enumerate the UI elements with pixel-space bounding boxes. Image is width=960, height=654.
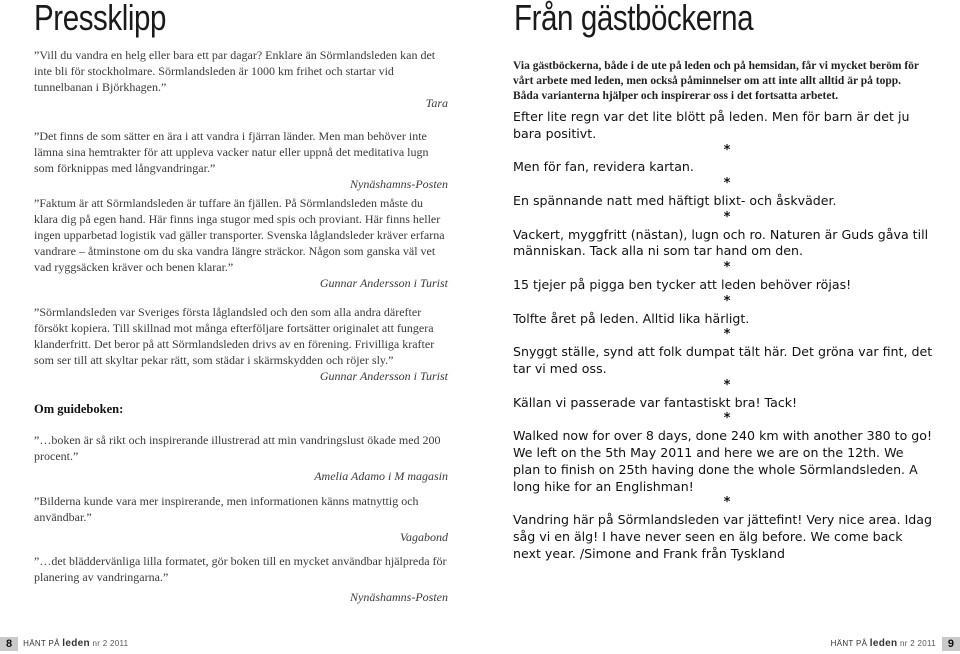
- quote-source: Gunnar Andersson i Turist: [319, 276, 448, 290]
- left-footer: [0, 638, 128, 650]
- magazine-name: [831, 638, 936, 650]
- page-number: 9: [942, 637, 960, 651]
- guestbook-entry: Tolfte året på leden. Alltid lika härligt.: [513, 310, 750, 326]
- entry-separator: *: [723, 209, 731, 225]
- magazine-title: leden: [869, 638, 898, 649]
- press-quote: ”Det finns de som sätter en ära i att vandra i fjärran länder. Men man behöver inte lämna sina hemtrakter för att uppleva vacker natur eller uppnå det meditativa lugn som förknippas med långvandringar.”: [34, 129, 429, 175]
- quote-source: Nynäshamns-Posten: [350, 177, 448, 191]
- issue-number: nr 2 2011: [92, 639, 129, 648]
- quote-source: Tara: [425, 96, 448, 110]
- guestbook-entry: Walked now for over 8 days, done 240 km with another 380 to go! We left on the 5th May 2011 and here we are on the 12th. We plan to finish on 25th having done the whole Sörmlandsleden. A long hike for an Englishman!: [513, 428, 933, 494]
- guestbook-intro: Via gästböckerna, både i de ute på leden och på hemsidan, får vi mycket beröm för vårt arbete med leden, men också påminnelser om att inte allt alltid är på topp. Båda varianterna hjälper och inspirerar oss i det fortsatta arbetet.: [513, 59, 919, 102]
- quote-source: Vagabond: [400, 530, 448, 544]
- press-quote-block-2: [34, 128, 448, 192]
- right-footer: [831, 638, 960, 650]
- magazine-prefix: HÄNT PÅ: [830, 639, 868, 648]
- guestbook-entry: En spännande natt med häftigt blixt- och åskväder.: [513, 192, 837, 208]
- quote-source: Amelia Adamo i M magasin: [314, 469, 448, 483]
- press-quote: ”Vill du vandra en helg eller bara ett par dagar? Enklare än Sörmlandsleden kan det inte bli för stockholmare. Sörmlandsleden är 1000 km frihet och startar vid tunnelbanan i Björkhagen.”: [34, 48, 436, 94]
- entry-separator: *: [723, 495, 731, 511]
- guestbook-entry: Efter lite regn var det lite blött på leden. Men för barn är det ju bara positivt.: [513, 109, 910, 141]
- guestbook-entries: [513, 109, 933, 563]
- press-quote: ”Sörmlandsleden var Sveriges första låglandsled och den som alla andra därefter försökt kopiera. Till skillnad mot många efterföljare fortsätter originalet att fungera klanderfritt. Det beror på att Sörmlandsleden drivs av en förening. Frivilliga krafter som ser till att skyltar pekar rätt, som städar i skärmskydden och röjer sly.”: [34, 305, 435, 367]
- entry-separator: *: [723, 411, 731, 427]
- guide-quote-block-1: [34, 432, 448, 484]
- press-quote-block-4: [34, 304, 448, 384]
- guide-quote: ”Bilderna kunde vara mer inspirerande, men informationen känns matnyttig och användbar.”: [34, 494, 419, 524]
- magazine-title: leden: [62, 638, 90, 649]
- issue-number: nr 2 2011: [899, 639, 936, 648]
- entry-separator: *: [723, 176, 731, 192]
- entry-separator: *: [723, 377, 731, 393]
- guide-quote: ”…boken är så rikt och inspirerande illustrerad att min vandringslust ökade med 200 procent.”: [34, 433, 441, 463]
- guide-quote-block-2: [34, 493, 448, 545]
- entry-separator: *: [723, 327, 731, 343]
- guidebook-heading: Om guideboken:: [34, 402, 124, 416]
- magazine-name: [23, 638, 128, 650]
- guestbook-entry: Men för fan, revidera kartan.: [513, 159, 694, 175]
- guestbook-entry: Vackert, myggfritt (nästan), lugn och ro. Naturen är Guds gåva till människan. Tack alla ni som tar hand om den.: [513, 226, 929, 259]
- guestbook-entry: 15 tjejer på pigga ben tycker att leden behöver röjas!: [513, 276, 852, 292]
- guestbook-heading: Från gästböckerna: [514, 0, 754, 38]
- guidebook-section-heading: [34, 401, 448, 417]
- guestbook-entry: Vandring här på Sörmlandsleden var jättefint! Very nice area. Idag såg vi en älg! I have never seen en älg before. We come back next year. /Simone and Frank från Tyskland: [513, 512, 933, 561]
- press-quote-block-1: [34, 47, 448, 111]
- guide-quote: ”…det bläddervänliga lilla formatet, gör boken till en mycket användbar hjälpreda för planering av vandringarna.”: [34, 554, 447, 584]
- entry-separator: *: [723, 293, 731, 309]
- entry-separator: *: [723, 260, 731, 276]
- guide-quote-block-3: [34, 553, 448, 605]
- magazine-prefix: HÄNT PÅ: [23, 639, 60, 648]
- guestbook-entry: Snyggt ställe, synd att folk dumpat tält här. Det gröna var fint, det tar vi med oss.: [513, 344, 933, 376]
- quote-source: Gunnar Andersson i Turist: [319, 369, 448, 383]
- press-quote-block-3: [34, 195, 448, 291]
- pressklipp-heading: Pressklipp: [34, 0, 167, 38]
- press-quote: ”Faktum är att Sörmlandsleden är tuffare än fjällen. På Sörmlandsleden måste du klara dig på egen hand. Här finns inga stugor med spis och proviant. Här finns heller ingen upparbetad logistik vad gäller transporter. Svenska låglandsleder kräver erfarna vandrare – åtminstone om du ska vandra längre sträckor. Någon som ganska väl vet vad ryggsäcken kräver och benen klarar.”: [34, 196, 445, 274]
- page-number: 8: [0, 637, 18, 651]
- entry-separator: *: [723, 142, 731, 158]
- guestbook-entry: Källan vi passerade var fantastiskt bra! Tack!: [513, 394, 798, 410]
- quote-source: Nynäshamns-Posten: [350, 590, 448, 604]
